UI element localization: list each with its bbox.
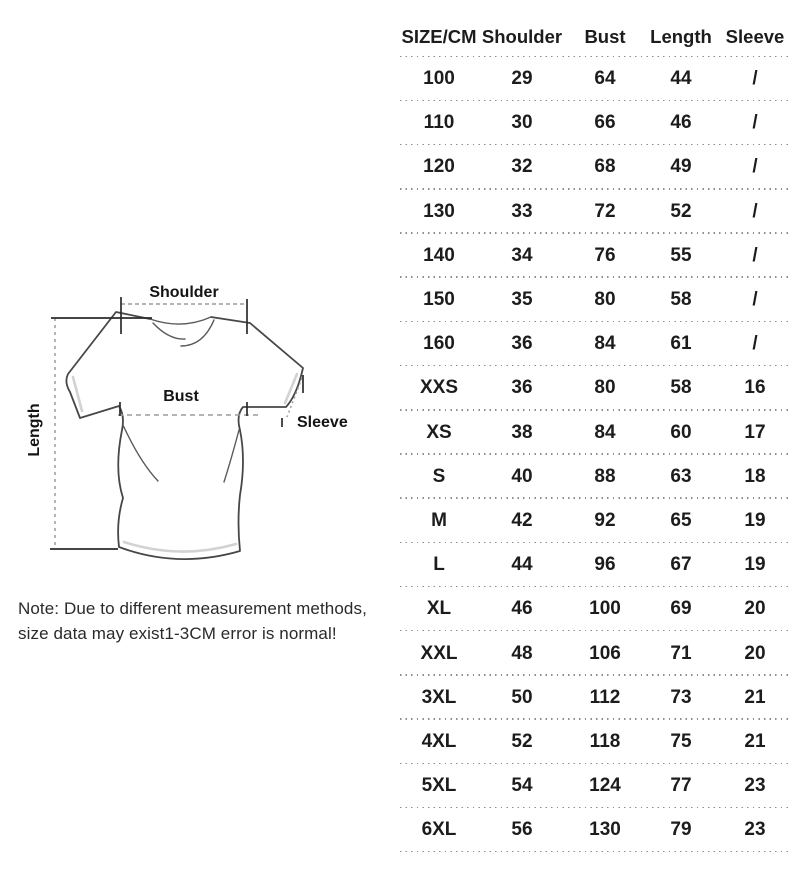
note-line-1: Note: Due to different measurement methods, — [18, 599, 367, 618]
measurement-note — [18, 596, 367, 646]
table-cell: 21 — [744, 686, 766, 708]
table-row — [400, 145, 792, 189]
table-cell: 140 — [423, 244, 455, 266]
table-row — [400, 587, 792, 631]
sleeve-label: Sleeve — [297, 414, 348, 431]
table-cell: 20 — [744, 642, 766, 664]
sleeve-measure-line — [287, 378, 302, 417]
table-cell: 61 — [670, 333, 692, 355]
table-row — [400, 411, 792, 455]
table-row — [400, 764, 792, 808]
table-cell: 48 — [511, 642, 533, 664]
length-label: Length — [26, 403, 43, 457]
size-table-body — [400, 57, 792, 852]
table-cell: 66 — [594, 112, 616, 134]
table-cell: 106 — [589, 642, 621, 664]
table-cell: 67 — [670, 554, 692, 576]
table-cell: 33 — [511, 200, 533, 222]
table-cell: 80 — [594, 377, 616, 399]
column-header-length: Length — [650, 26, 712, 47]
table-cell: 130 — [589, 819, 621, 841]
table-cell: 150 — [423, 289, 455, 311]
left-drape-fold — [123, 425, 158, 481]
table-row — [400, 366, 792, 410]
table-cell: 3XL — [421, 686, 457, 708]
table-cell: 36 — [511, 377, 533, 399]
table-cell: / — [752, 289, 758, 311]
table-cell: 58 — [670, 377, 692, 399]
table-cell: 32 — [511, 156, 533, 178]
table-cell: 77 — [670, 775, 692, 797]
table-cell: 56 — [511, 819, 533, 841]
right-drape-fold — [224, 430, 239, 482]
column-header-sleeve: Sleeve — [725, 26, 785, 47]
table-row — [400, 499, 792, 543]
table-cell: / — [752, 244, 758, 266]
table-cell: XXS — [419, 377, 459, 399]
tshirt-measurement-diagram — [10, 270, 390, 590]
table-cell: 18 — [744, 465, 766, 487]
table-cell: 4XL — [421, 730, 457, 752]
tshirt-outline — [66, 312, 303, 559]
table-cell: 124 — [589, 775, 621, 797]
table-cell: 130 — [423, 200, 455, 222]
table-cell: 79 — [670, 819, 692, 841]
table-cell: / — [752, 156, 758, 178]
table-cell: 84 — [594, 421, 616, 443]
shoulder-label: Shoulder — [149, 284, 219, 301]
table-cell: 76 — [594, 244, 616, 266]
table-cell: 34 — [511, 244, 533, 266]
table-cell: 64 — [594, 68, 616, 90]
table-cell: 16 — [744, 377, 766, 399]
table-cell: 160 — [423, 333, 455, 355]
table-cell: 21 — [744, 730, 766, 752]
note-line-2: size data may exist1-3CM error is normal! — [18, 624, 337, 643]
table-cell: 118 — [589, 730, 621, 752]
table-row — [400, 543, 792, 587]
table-cell: 23 — [744, 775, 766, 797]
table-cell: 29 — [511, 68, 533, 90]
table-cell: S — [432, 465, 446, 487]
table-cell: 23 — [744, 819, 766, 841]
table-cell: M — [431, 509, 447, 531]
left-cuff-shading — [73, 377, 82, 411]
table-cell: 46 — [670, 112, 692, 134]
table-cell: 49 — [670, 156, 692, 178]
table-cell: 96 — [594, 554, 616, 576]
collar-back-neckline — [150, 317, 211, 324]
table-cell: 55 — [670, 244, 692, 266]
table-cell: 100 — [589, 598, 621, 620]
table-cell: 71 — [670, 642, 692, 664]
table-row — [400, 720, 792, 764]
column-header-bust: Bust — [584, 26, 626, 47]
table-row — [400, 101, 792, 145]
table-cell: 42 — [511, 509, 533, 531]
table-cell: 73 — [670, 686, 692, 708]
table-row — [400, 631, 792, 675]
size-table — [400, 17, 792, 852]
table-cell: 58 — [670, 289, 692, 311]
table-cell: XS — [426, 421, 452, 443]
table-cell: L — [433, 554, 445, 576]
table-cell: 54 — [511, 775, 533, 797]
tshirt-line-drawing — [10, 270, 390, 590]
bust-label: Bust — [163, 388, 199, 405]
table-cell: 17 — [744, 421, 766, 443]
hem-shading — [124, 542, 236, 552]
table-cell: 40 — [511, 465, 533, 487]
table-cell: 19 — [744, 554, 766, 576]
table-cell: 92 — [594, 509, 616, 531]
table-cell: 35 — [511, 289, 533, 311]
collar-band-left — [153, 323, 185, 339]
column-header-size: SIZE/CM — [401, 26, 477, 47]
table-cell: 30 — [511, 112, 533, 134]
table-cell: 72 — [594, 200, 616, 222]
table-cell: 120 — [423, 156, 455, 178]
table-row — [400, 190, 792, 234]
table-header-row — [400, 17, 792, 57]
table-cell: 88 — [594, 465, 616, 487]
table-cell: 75 — [670, 730, 692, 752]
table-cell: 6XL — [421, 819, 457, 841]
table-cell: / — [752, 200, 758, 222]
table-cell: 20 — [744, 598, 766, 620]
table-cell: 65 — [670, 509, 692, 531]
table-row — [400, 278, 792, 322]
table-cell: 44 — [670, 68, 692, 90]
table-cell: 52 — [511, 730, 533, 752]
table-cell: 19 — [744, 509, 766, 531]
table-cell: 36 — [511, 333, 533, 355]
table-cell: 5XL — [421, 775, 457, 797]
table-cell: 100 — [423, 68, 455, 90]
table-cell: / — [752, 112, 758, 134]
table-row — [400, 322, 792, 366]
table-row — [400, 676, 792, 720]
table-cell: 112 — [589, 686, 621, 708]
table-cell: XL — [426, 598, 452, 620]
table-cell: 38 — [511, 421, 533, 443]
column-header-shoulder: Shoulder — [481, 26, 563, 47]
table-cell: 63 — [670, 465, 692, 487]
table-cell: 52 — [670, 200, 692, 222]
table-cell: 110 — [423, 112, 455, 134]
table-cell: 44 — [511, 554, 533, 576]
table-cell: 68 — [594, 156, 616, 178]
table-cell: 84 — [594, 333, 616, 355]
table-cell: XXL — [420, 642, 458, 664]
table-row — [400, 808, 792, 852]
table-cell: 46 — [511, 598, 533, 620]
table-row — [400, 234, 792, 278]
table-cell: / — [752, 68, 758, 90]
table-cell: 69 — [670, 598, 692, 620]
table-cell: 60 — [670, 421, 692, 443]
table-cell: 80 — [594, 289, 616, 311]
table-cell: 50 — [511, 686, 533, 708]
table-row — [400, 455, 792, 499]
table-cell: / — [752, 333, 758, 355]
table-row — [400, 57, 792, 101]
